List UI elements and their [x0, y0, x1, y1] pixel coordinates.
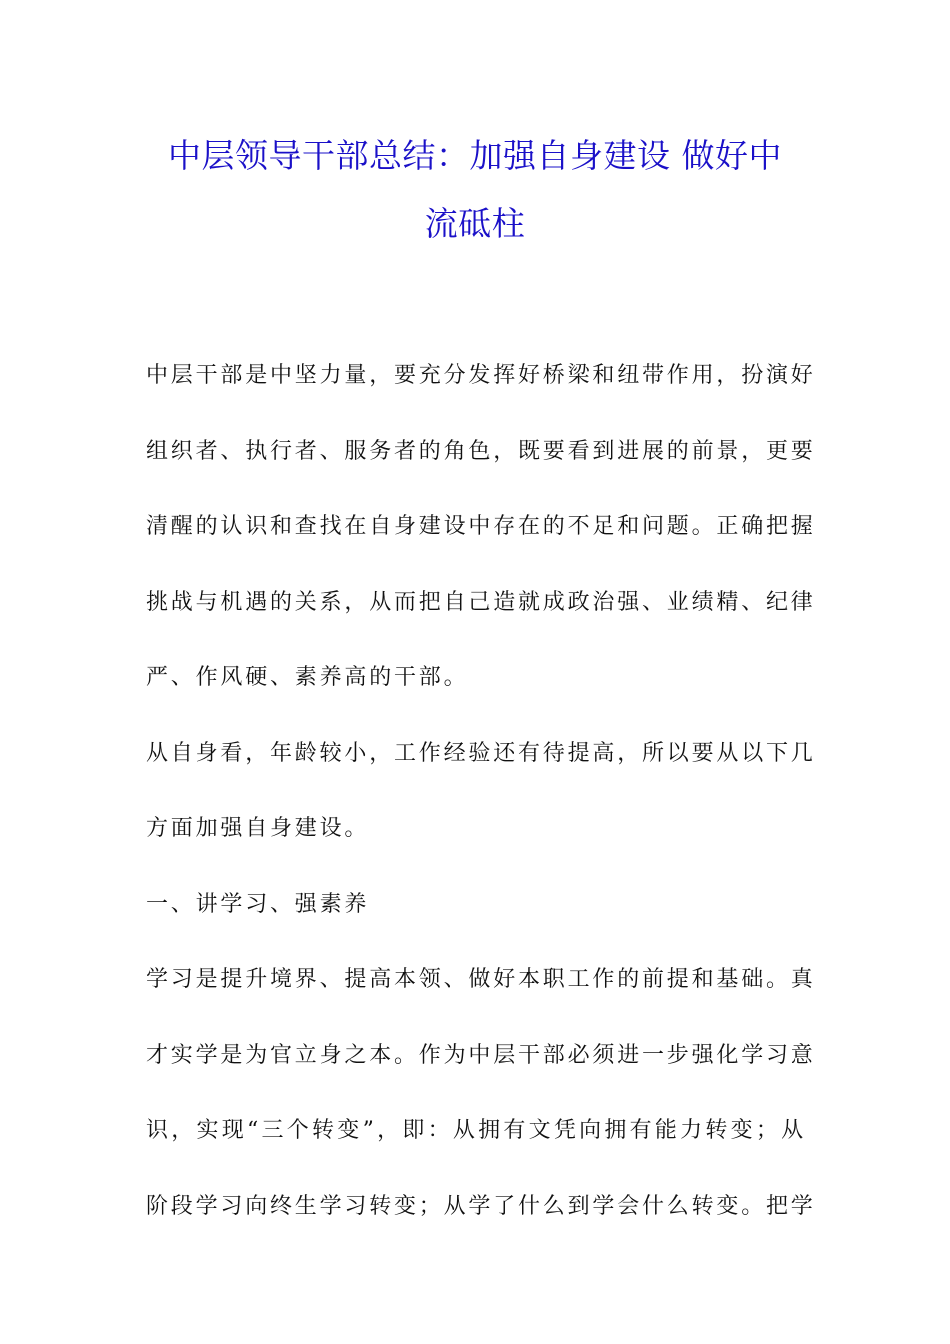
body-line: 方面加强自身建设。 [146, 816, 370, 841]
body-line: 阶段学习向终生学习转变；从学了什么到学会什么转变。把学 [146, 1193, 816, 1219]
document-title [100, 122, 850, 258]
body-line: 挑战与机遇的关系，从而把自己造就成政治强、业绩精、纪律 [146, 589, 816, 615]
body-line: 中层干部是中坚力量，要充分发挥好桥梁和纽带作用，扮演好 [146, 363, 816, 388]
body-line: 组织者、执行者、服务者的角色，既要看到进展的前景，更要 [146, 438, 816, 464]
body-line: 从自身看，年龄较小，工作经验还有待提高，所以要从以下几 [146, 740, 816, 766]
title-line-1: 中层领导干部总结：加强自身建设 做好中 [168, 136, 782, 175]
body-line: 才实学是为官立身之本。作为中层干部必须进一步强化学习意 [146, 1042, 816, 1068]
body-line: 清醒的认识和查找在自身建设中存在的不足和问题。正确把握 [146, 514, 816, 539]
body-line: 识，实现“三个转变”，即：从拥有文凭向拥有能力转变；从 [146, 1118, 806, 1143]
body-line: 学习是提升境界、提高本领、做好本职工作的前提和基础。真 [146, 967, 816, 992]
body-line: 严、作风硬、素养高的干部。 [146, 665, 469, 690]
section-heading: 一、讲学习、强素养 [146, 891, 370, 917]
document-body [146, 338, 816, 1244]
title-line-2: 流砥柱 [424, 204, 526, 243]
